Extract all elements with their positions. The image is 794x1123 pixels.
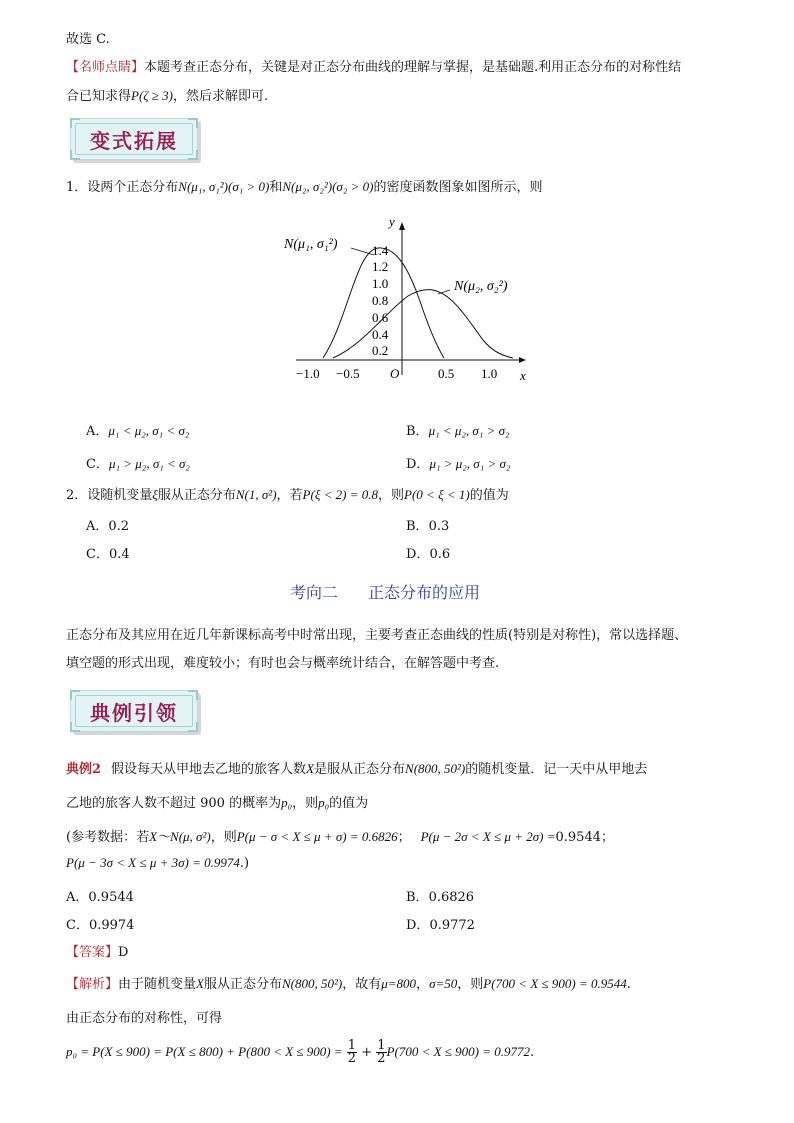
- origin-label: O: [390, 366, 400, 381]
- y-tick-label: 0.2: [372, 343, 389, 358]
- question-text: 设随机变量: [87, 488, 153, 503]
- answer-line: [66, 941, 128, 960]
- example-text: 的值为: [329, 796, 369, 811]
- fraction-denominator: 2: [347, 1051, 357, 1066]
- q1-option-d[interactable]: [406, 453, 510, 472]
- q1-option-a[interactable]: [86, 420, 189, 439]
- math-expr: N(800, 50²): [282, 976, 343, 991]
- analysis-text: 由于随机变量: [118, 977, 197, 992]
- y-tick-label: 0.6: [372, 310, 389, 325]
- math-expr: ξ: [152, 487, 158, 502]
- ex2-option-c[interactable]: [66, 914, 134, 933]
- math-expr: P(700 < X ≤ 900) = 0.9772: [386, 1044, 531, 1059]
- x-tick-label: 0.5: [438, 366, 455, 381]
- example-text: 是服从正态分布: [314, 762, 406, 777]
- example-text: ，则: [292, 796, 319, 811]
- option-label: C．: [66, 918, 89, 933]
- fraction-numerator: 1: [377, 1038, 386, 1053]
- curve-2-label: N(μ₂, σ₂²): [454, 279, 508, 294]
- question-number: 1．: [66, 180, 88, 195]
- ex2-option-a[interactable]: [66, 886, 134, 905]
- option-text: 0.3: [428, 519, 450, 534]
- q2-option-d[interactable]: [406, 543, 450, 562]
- tip-text: 本题考查正态分布，关键是对正态分布曲线的理解与掌握，是基础题.利用正态分布的对称性结: [144, 60, 682, 75]
- question-text: ，若: [276, 488, 303, 503]
- analysis-tag: 【解析】: [66, 977, 119, 992]
- answer-tag: 【答案】: [66, 945, 119, 960]
- final-formula: [66, 1040, 534, 1065]
- option-text: 0.9544: [88, 890, 134, 905]
- ex2-option-d[interactable]: [406, 914, 475, 933]
- question-text: ，则: [378, 488, 405, 503]
- q1-option-b[interactable]: [406, 420, 510, 439]
- math-expr: P(700 < X ≤ 900) = 0.9544: [483, 976, 627, 991]
- option-label: C．: [86, 547, 109, 562]
- x-tick-label: 1.0: [481, 366, 498, 381]
- option-label: A．: [86, 424, 109, 439]
- option-label: B．: [406, 519, 429, 534]
- question-text: 设两个正态分布: [87, 180, 179, 195]
- math-expr: P(μ − 2σ < X ≤ μ + 2σ) =: [420, 829, 556, 844]
- math-expr: P(0 < ξ < 1): [404, 487, 470, 502]
- option-label: A．: [86, 519, 109, 534]
- section-desc-1: 正态分布及其应用在近几年新课标高考中时常出现，主要考查正态曲线的性质(特别是对称性)，常以选择题、: [66, 628, 688, 643]
- option-label: B．: [406, 890, 429, 905]
- section-title-part: 考向二: [290, 583, 339, 602]
- x-tick-label: −0.5: [336, 366, 360, 381]
- option-text: μ₁ < μ₂, σ₁ < σ₂: [108, 423, 190, 438]
- reference-line-1: [66, 826, 614, 845]
- x-axis-arrow: [519, 357, 526, 363]
- q2-option-c[interactable]: [86, 543, 130, 562]
- question-text: 服从正态分布: [157, 488, 236, 503]
- option-label: D．: [406, 547, 430, 562]
- ex2-option-b[interactable]: [406, 886, 474, 905]
- option-label: B．: [406, 424, 429, 439]
- curve-2: [333, 290, 513, 358]
- option-text: μ₁ > μ₂, σ₁ < σ₂: [108, 456, 190, 471]
- analysis-text: 服从正态分布: [203, 977, 282, 992]
- reference-text: .): [239, 856, 250, 871]
- example-text: 的随机变量．记一天中从甲地去: [465, 762, 648, 777]
- math-expr: X: [306, 761, 315, 776]
- reference-text: ，则: [210, 830, 237, 845]
- math-expr: μ=800: [381, 976, 417, 991]
- curve-1-label: N(μ₁, σ₁²): [284, 237, 338, 252]
- q1-option-c[interactable]: [86, 453, 190, 472]
- fraction-half: [376, 1040, 386, 1065]
- fraction-half: [347, 1040, 357, 1065]
- math-expr: σ=50: [429, 976, 458, 991]
- banner-variation: [70, 118, 198, 160]
- section-title: [290, 580, 480, 603]
- math-expr: N(800, 50²): [405, 761, 466, 776]
- x-tick-label: −1.0: [296, 366, 320, 381]
- example-text: 乙地的旅客人数不超过 900 的概率为: [66, 796, 282, 811]
- banner-title: 典例引领: [75, 695, 193, 727]
- option-text: 0.9974: [88, 918, 135, 933]
- y-ticks: [372, 243, 389, 358]
- math-expr: p₀: [318, 795, 330, 810]
- reference-text: ；: [601, 830, 615, 845]
- y-tick-label: 1.2: [372, 259, 389, 274]
- question-2-stem: [66, 484, 509, 503]
- option-label: D．: [406, 918, 430, 933]
- period: .: [530, 1045, 535, 1060]
- analysis-text: ，: [416, 977, 430, 992]
- option-label: C．: [86, 457, 109, 472]
- tip-math: P(ζ ≥ 3): [131, 88, 174, 103]
- question-text: 的密度函数图象如图所示，则: [373, 180, 543, 195]
- tip-text: 合已知求得: [66, 89, 132, 104]
- answer-value: D: [118, 945, 129, 960]
- banner-example: [70, 690, 198, 732]
- option-text: 0.6: [429, 547, 451, 562]
- math-expr: N(1, σ²): [235, 487, 277, 502]
- analysis-text: .: [626, 977, 631, 992]
- math-expr: N(μ₁, σ₁²)(σ₁ > 0): [178, 179, 270, 194]
- section-desc-2: 填空题的形式出现，难度较小；有时也会与概率统计结合，在解答题中考查.: [66, 656, 500, 671]
- option-text: μ₁ < μ₂, σ₁ > σ₂: [428, 423, 510, 438]
- option-text: 0.2: [108, 519, 130, 534]
- math-expr: X～N(μ, σ²): [149, 829, 211, 844]
- reference-line-2: [66, 855, 249, 871]
- y-tick-label: 1.4: [372, 243, 389, 258]
- reference-text: ；: [397, 830, 411, 845]
- tip-tag: 【名师点睛】: [66, 60, 145, 75]
- analysis-line: [66, 973, 631, 992]
- option-text: 0.6826: [428, 890, 475, 905]
- option-label: A．: [66, 890, 89, 905]
- banner-title: 变式拓展: [75, 123, 193, 155]
- intro-line: 故选 C.: [66, 32, 110, 47]
- density-figure: [278, 210, 538, 390]
- option-text: 0.4: [108, 547, 130, 562]
- tip-text: ，然后求解即可.: [173, 89, 269, 104]
- reference-text: (参考数据：若: [66, 830, 150, 845]
- q2-option-a[interactable]: [86, 515, 129, 534]
- question-text: 的值为: [469, 488, 509, 503]
- math-expr: P(μ − σ < X ≤ μ + σ) = 0.6826: [236, 829, 398, 844]
- plus-sign: +: [361, 1045, 373, 1060]
- example-line-1: [66, 758, 647, 777]
- y-axis-label: y: [389, 214, 395, 229]
- example-line-2: [66, 792, 368, 811]
- math-expr: p₀ = P(X ≤ 900) = P(X ≤ 800) + P(800 < X ≤ 900) =: [66, 1044, 343, 1059]
- math-expr: X: [196, 976, 204, 991]
- example-tag: 典例2: [66, 762, 102, 777]
- question-number: 2．: [66, 488, 88, 503]
- tip-line-2: [66, 85, 268, 104]
- y-tick-label: 0.8: [372, 293, 389, 308]
- tip-line-1: [66, 56, 681, 75]
- analysis-text: ，则: [457, 977, 484, 992]
- question-1-stem: [66, 176, 542, 195]
- fraction-denominator: 2: [377, 1051, 386, 1066]
- math-expr: P(μ − 3σ < X ≤ μ + 3σ) = 0.9974: [66, 855, 240, 870]
- math-value: 0.9544: [555, 830, 601, 845]
- math-expr: N(μ₂, σ₂²)(σ₂ > 0): [282, 179, 374, 194]
- x-axis-label: x: [520, 368, 526, 383]
- analysis-text: ，故有: [342, 977, 382, 992]
- y-axis-arrow: [399, 222, 405, 230]
- option-text: μ₁ > μ₂, σ₁ > σ₂: [429, 456, 511, 471]
- math-expr: P(ξ < 2) = 0.8: [302, 487, 379, 502]
- example-text: 假设每天从甲地去乙地的旅客人数: [111, 762, 307, 777]
- fraction-numerator: 1: [347, 1038, 357, 1053]
- question-text: 和: [269, 180, 283, 195]
- y-tick-label: 1.0: [372, 276, 389, 291]
- y-tick-label: 0.4: [372, 327, 389, 342]
- q2-option-b[interactable]: [406, 515, 449, 534]
- symmetry-line: 由正态分布的对称性，可得: [66, 1011, 223, 1026]
- section-title-part: 正态分布的应用: [368, 583, 481, 602]
- option-label: D．: [406, 457, 430, 472]
- option-text: 0.9772: [429, 918, 475, 933]
- math-expr: p₀: [281, 795, 293, 810]
